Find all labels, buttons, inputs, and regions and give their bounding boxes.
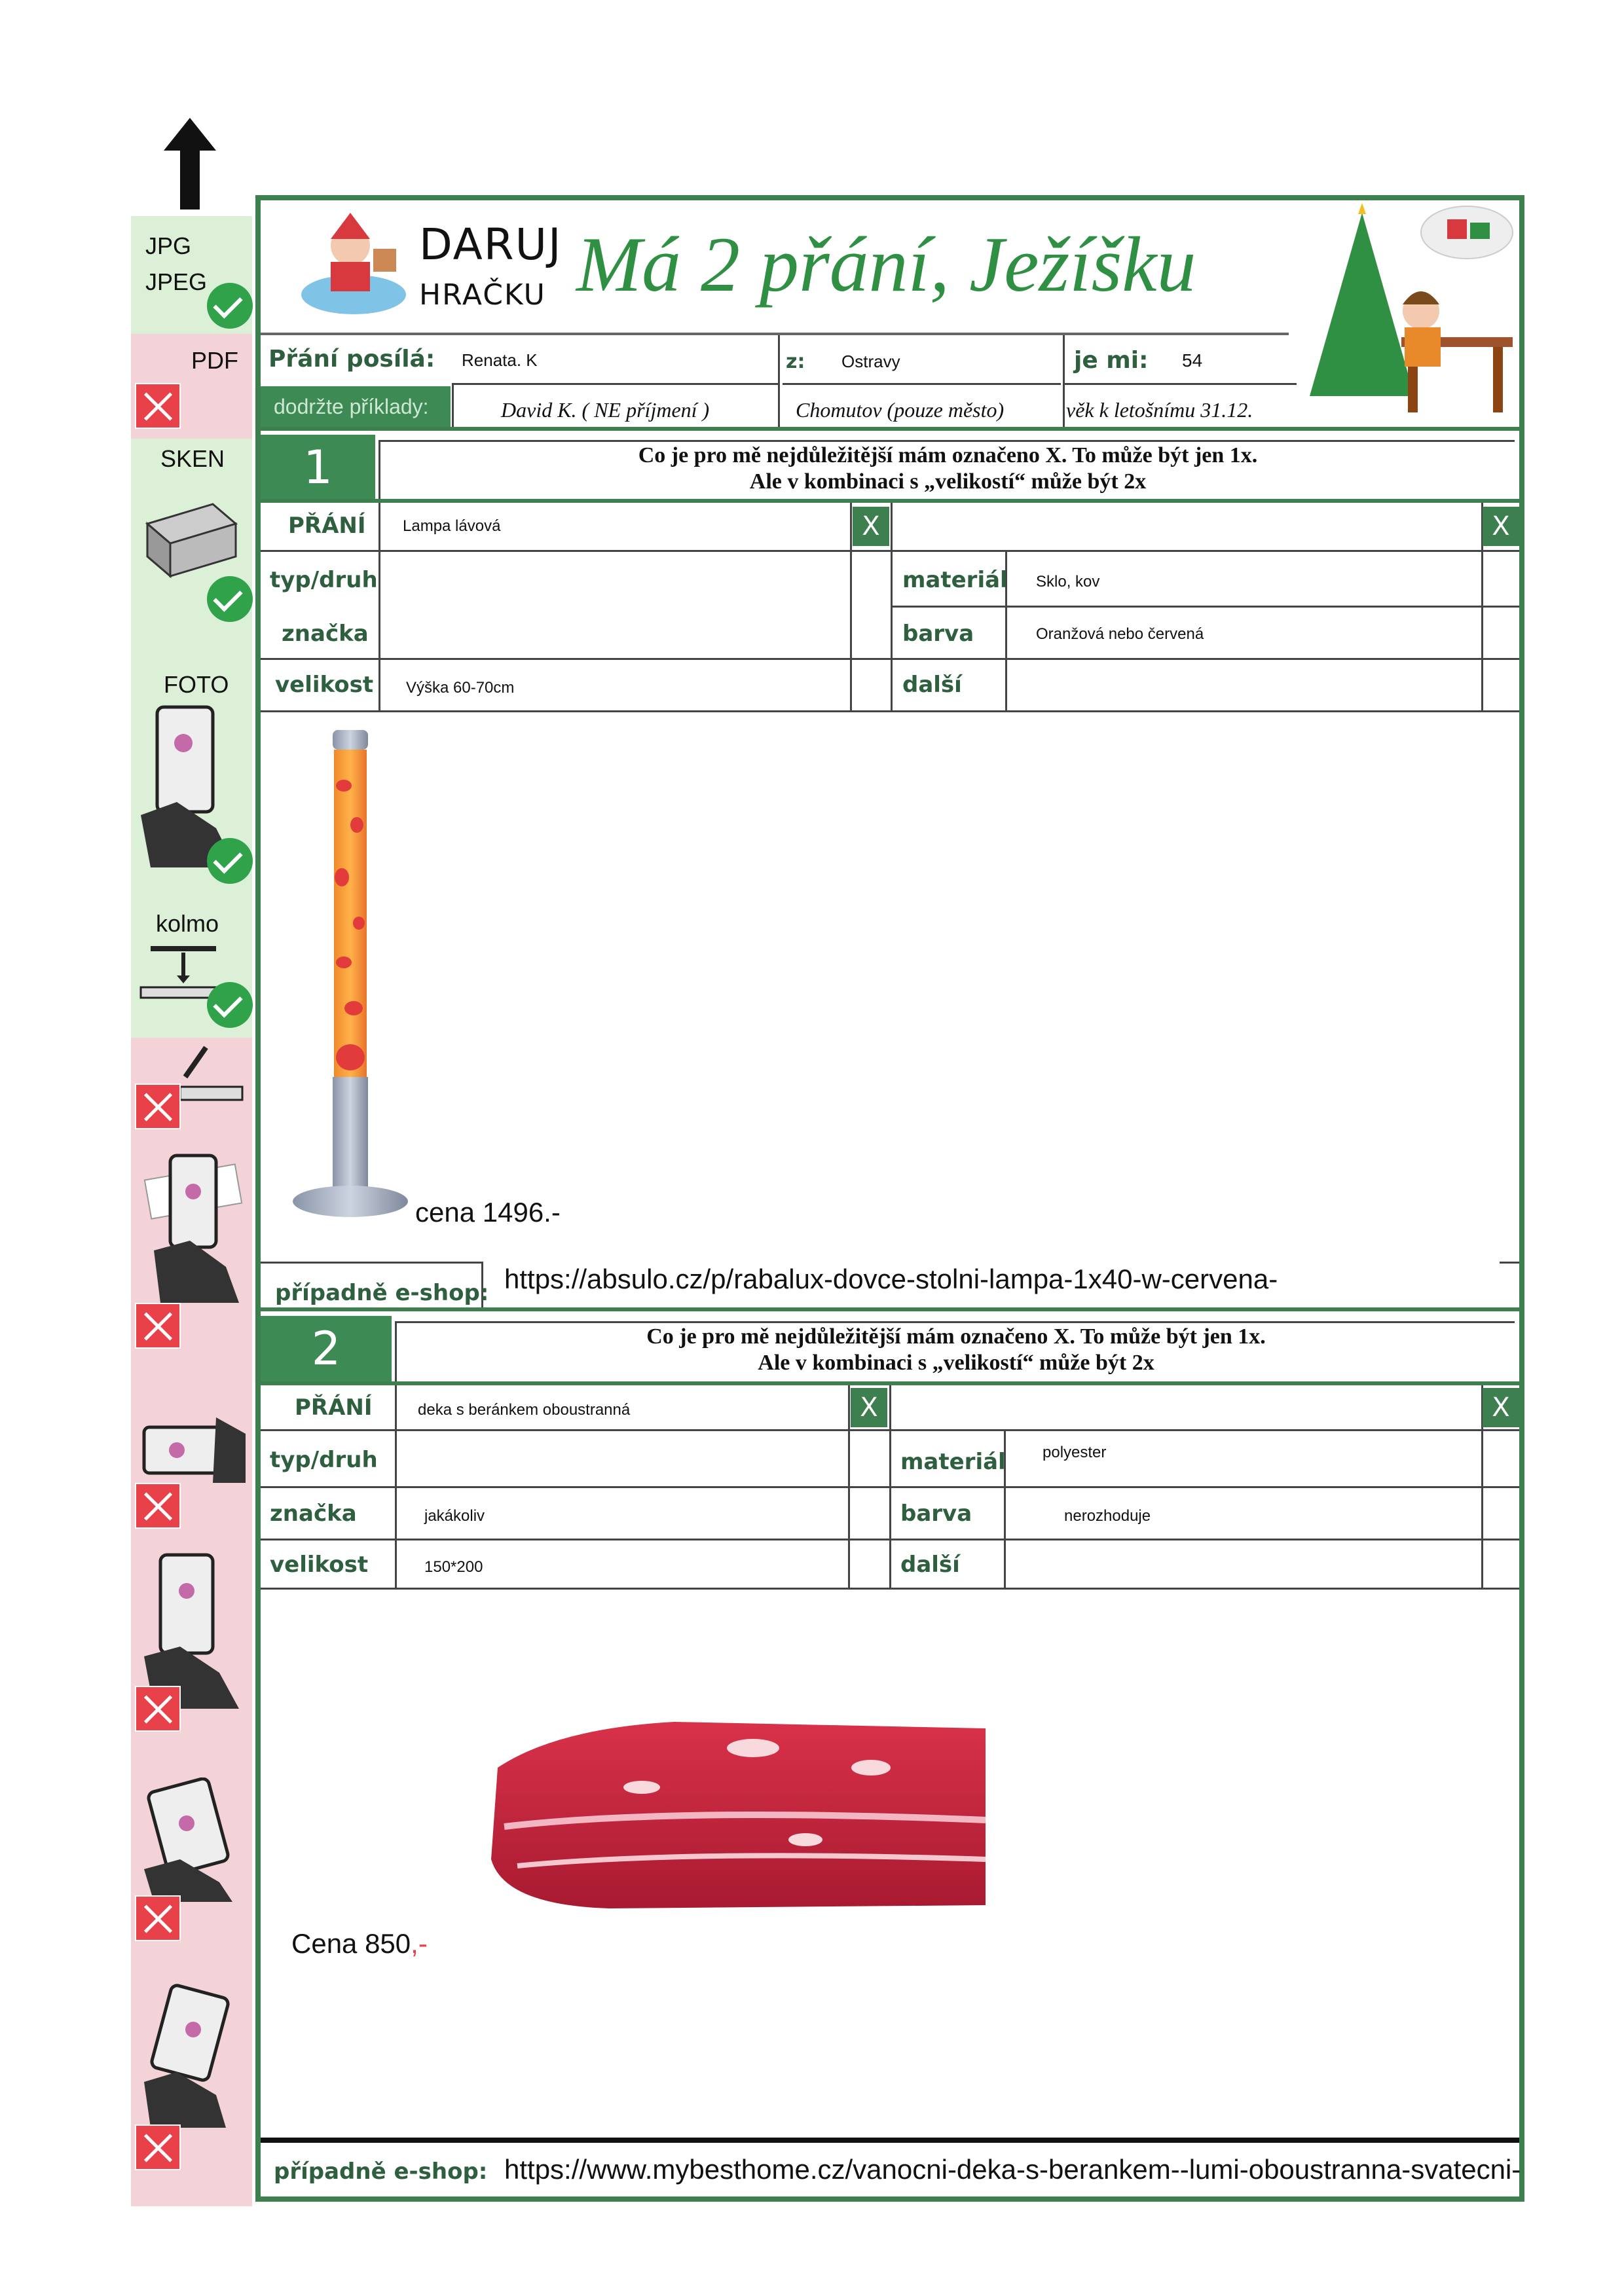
wish-1-note-line2: Ale v kombinaci s „velikostí“ může být 2x bbox=[749, 469, 1147, 494]
lava-lamp-image bbox=[288, 727, 413, 1224]
age-label: je mi: bbox=[1074, 347, 1149, 374]
scanner-icon bbox=[141, 498, 239, 583]
tilted-phone-icon bbox=[174, 1041, 246, 1113]
wish-2-color-value: nerozhoduje bbox=[1064, 1507, 1151, 1525]
check-icon bbox=[207, 838, 253, 884]
x-mark-icon bbox=[135, 1303, 181, 1349]
wish-2-wish-value: deka s beránkem oboustranná bbox=[418, 1401, 631, 1419]
wish-1-color-label: barva bbox=[902, 621, 974, 647]
wish-1-x-mark[interactable]: X bbox=[853, 507, 889, 546]
wish-1-note-line1: Co je pro mě nejdůležitější mám označeno X. To může být jen 1x. bbox=[638, 443, 1258, 467]
wish-1-material-label: materiál bbox=[902, 567, 1008, 593]
sidebar-label-scan: SKEN bbox=[160, 445, 225, 472]
sender-city: Ostravy bbox=[841, 352, 900, 371]
wish-1-color-value: Oranžová nebo červená bbox=[1036, 625, 1204, 643]
santa-logo-icon bbox=[295, 210, 413, 321]
bottom-divider bbox=[261, 2138, 1519, 2143]
examples-label: dodržte příklady: bbox=[274, 395, 429, 418]
wish-2-x-mark[interactable]: X bbox=[851, 1388, 887, 1427]
wish-2-price bbox=[291, 1928, 428, 1959]
wish-1-price: cena 1496.- bbox=[415, 1197, 561, 1228]
sidebar-label-perpendicular: kolmo bbox=[156, 910, 219, 937]
example-age: věk k letošnímu 31.12. bbox=[1066, 398, 1253, 422]
phone-hand-icon bbox=[138, 1414, 249, 1486]
wish-2-brand-label: značka bbox=[270, 1501, 357, 1527]
wish-1-eshop-label: případně e-shop: bbox=[275, 1280, 489, 1306]
logo-text-daruj: DARUJ bbox=[419, 219, 563, 270]
logo-text-hracku: HRAČKU bbox=[419, 278, 546, 312]
sidebar-label-jpeg: JPEG bbox=[145, 268, 208, 295]
x-mark-icon bbox=[135, 1483, 181, 1529]
wish-1-brand-label: značka bbox=[282, 621, 369, 647]
phone-hand-icon bbox=[141, 1984, 239, 2128]
christmas-tree-icon bbox=[1290, 200, 1519, 419]
sidebar-label-jpg: JPG bbox=[145, 232, 192, 259]
wish-1-wish-label: PŘÁNÍ bbox=[288, 513, 366, 539]
wish-1-other-label: další bbox=[902, 672, 962, 698]
city-label: z: bbox=[786, 350, 805, 373]
wish-1-material-value: Sklo, kov bbox=[1036, 573, 1100, 591]
sender-label: Přání posílá: bbox=[268, 346, 435, 373]
wish-1-type-label: typ/druh bbox=[270, 567, 378, 593]
x-mark-icon bbox=[135, 383, 181, 429]
x-mark-icon bbox=[135, 2124, 181, 2170]
wish-2-eshop-label: případně e-shop: bbox=[274, 2159, 488, 2185]
wish-2-material-label: materiál bbox=[900, 1449, 1006, 1475]
up-arrow-icon bbox=[164, 118, 216, 210]
wish-2-material-value: polyester bbox=[1043, 1444, 1107, 1461]
wish-2-eshop-url[interactable]: https://www.mybesthome.cz/vanocni-deka-s-berankem--lumi-oboustranna-svatecni- bbox=[504, 2154, 1521, 2185]
wish-2-size-value: 150*200 bbox=[424, 1558, 483, 1576]
blanket-image bbox=[478, 1709, 986, 1912]
sidebar-label-photo: FOTO bbox=[164, 671, 229, 698]
wish-2-note-line1: Co je pro mě nejdůležitější mám označeno X. To může být jen 1x. bbox=[646, 1324, 1266, 1349]
check-icon bbox=[207, 982, 253, 1028]
wish-2-other-label: další bbox=[900, 1552, 960, 1578]
sender-name: Renata. K bbox=[462, 350, 538, 370]
wish-number-1: 1 bbox=[261, 435, 375, 500]
wish-2-price-suffix: ,- bbox=[411, 1928, 428, 1959]
phone-hand-icon bbox=[141, 1552, 239, 1709]
wish-2-wish-label: PŘÁNÍ bbox=[295, 1394, 373, 1421]
wish-2-price-text: Cena 850 bbox=[291, 1928, 411, 1959]
wish-1-size-value: Výška 60-70cm bbox=[406, 679, 515, 697]
wish-2-color-label: barva bbox=[900, 1501, 972, 1527]
example-name: David K. ( NE příjmení ) bbox=[501, 398, 710, 422]
wish-1-wish-value: Lampa lávová bbox=[403, 517, 501, 535]
x-mark-icon bbox=[135, 1084, 181, 1129]
check-icon bbox=[207, 283, 253, 329]
sender-age: 54 bbox=[1182, 350, 1203, 371]
phone-hand-icon bbox=[141, 1152, 246, 1303]
wish-1-size-label: velikost bbox=[275, 672, 374, 698]
wish-2-size-label: velikost bbox=[270, 1552, 369, 1578]
wish-2-brand-value: jakákoliv bbox=[424, 1507, 485, 1525]
wish-2-type-label: typ/druh bbox=[270, 1447, 378, 1473]
wish-2-note-line2: Ale v kombinaci s „velikostí“ může být 2x bbox=[758, 1351, 1154, 1375]
example-city: Chomutov (pouze město) bbox=[796, 398, 1005, 422]
wish-2-x-mark-right[interactable]: X bbox=[1483, 1388, 1519, 1427]
wish-1-eshop-url[interactable]: https://absulo.cz/p/rabalux-dovce-stolni-lampa-1x40-w-cervena- bbox=[504, 1264, 1278, 1294]
wish-1-x-mark-right[interactable]: X bbox=[1483, 507, 1519, 546]
page-title: Má 2 přání, Ježíšku bbox=[576, 221, 1196, 308]
x-mark-icon bbox=[135, 1686, 181, 1732]
sidebar-label-pdf: PDF bbox=[191, 347, 238, 374]
phone-hand-icon bbox=[141, 1777, 239, 1902]
wish-number-2: 2 bbox=[261, 1316, 392, 1381]
x-mark-icon bbox=[135, 1895, 181, 1941]
check-icon bbox=[207, 576, 253, 622]
